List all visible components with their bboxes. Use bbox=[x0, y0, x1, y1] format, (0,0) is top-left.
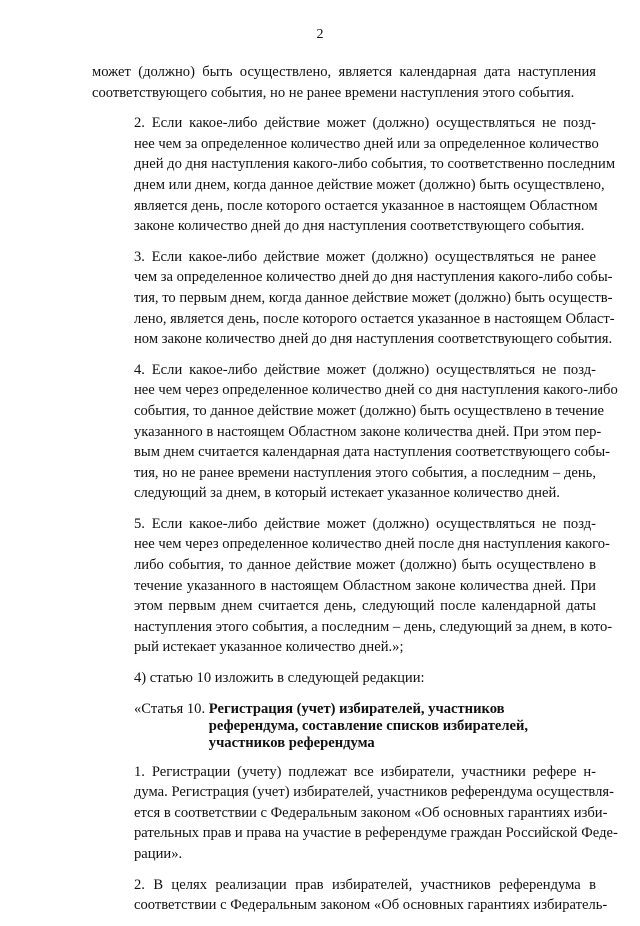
text-line: законе количество дней до дня наступления соответствующего события. bbox=[134, 218, 585, 235]
text-line: наступления этого события, а последним – день, следующий за днем, в кото- bbox=[134, 618, 613, 635]
paragraph bbox=[92, 762, 618, 865]
text-line: этом первым днем считается день, следующий после календарной даты bbox=[134, 598, 596, 615]
text-line: рации». bbox=[134, 846, 183, 862]
text-line: нее чем через определенное количество дней со дня наступления какого-либо bbox=[134, 382, 618, 399]
article-title-line: участников референдума bbox=[208, 734, 375, 751]
text-line: ется в соответствии с Федеральным законом «Об основных гарантиях изби- bbox=[134, 804, 608, 821]
text-line: 4) статью 10 изложить в следующей редакции: bbox=[134, 670, 425, 687]
text-line: рый истекает указанное количество дней.»; bbox=[134, 639, 404, 656]
text-line: течение указанного в настоящем Областном законе количества дней. При bbox=[134, 577, 596, 594]
text-line: указанного в настоящем Областном законе количества дней. При этом пер- bbox=[134, 423, 602, 440]
text-line: нее чем через определенное количество дней после дня наступления какого- bbox=[134, 536, 610, 553]
paragraphs-before bbox=[92, 62, 618, 689]
article-heading bbox=[92, 699, 596, 752]
text-line: события, то данное действие может (должно) быть осуществлено в течение bbox=[134, 402, 605, 419]
paragraph bbox=[92, 875, 608, 916]
article-title bbox=[209, 699, 528, 752]
paragraph bbox=[92, 62, 596, 103]
article-title-line: Регистрация (учет) избирателей, участников bbox=[208, 700, 505, 717]
text-line: тия, но не ранее времени наступления этого события, а последним – день, bbox=[134, 464, 596, 481]
paragraph bbox=[92, 360, 618, 504]
text-line: соответствующего события, но не ранее времени наступления этого события. bbox=[92, 84, 575, 101]
text-line: 4. Если какое-либо действие может (должно) осуществляться не позд- bbox=[134, 361, 596, 378]
article-title-line: референдума, составление списков избирателей, bbox=[208, 717, 529, 734]
text-line: дума. Регистрация (учет) избирателей, участников референдума осуществля- bbox=[134, 784, 614, 801]
paragraph bbox=[92, 514, 613, 658]
text-line: 1. Регистрации (учету) подлежат все избиратели, участники рефере н- bbox=[134, 763, 596, 780]
text-line: 2. В целях реализации прав избирателей, участников референдума в bbox=[134, 876, 596, 893]
text-line: днем или днем, когда данное действие может (должно) быть осуществлено, bbox=[134, 176, 605, 193]
text-line: тия, то первым днем, когда данное действие может (должно) быть осуществ- bbox=[134, 289, 613, 306]
text-line: вым днем считается календарная дата наступления соответствующего собы- bbox=[134, 444, 610, 461]
text-line: является день, после которого остается указанное в настоящем Областном bbox=[134, 197, 598, 214]
page-number: 2 bbox=[316, 27, 324, 42]
text-line: соответствии с Федеральным законом «Об основных гарантиях избиратель- bbox=[134, 897, 608, 914]
text-line: следующий за днем, в который истекает указанное количество дней. bbox=[134, 485, 560, 502]
text-line: нее чем за определенное количество дней или за определенное количество bbox=[134, 135, 599, 152]
text-line: рательных прав и права на участие в референдуме граждан Российской Феде- bbox=[134, 825, 618, 842]
text-line: 5. Если какое-либо действие может (должно) осуществляться не позд- bbox=[134, 515, 596, 532]
article-number: «Статья 10. bbox=[134, 700, 209, 717]
text-line: лено, является день, после которого остается указанное в настоящем Област- bbox=[134, 310, 615, 327]
text-line: может (должно) быть осуществлено, является календарная дата наступления bbox=[92, 64, 596, 80]
paragraph bbox=[92, 247, 615, 350]
paragraph bbox=[92, 113, 616, 237]
text-line: ном законе количество дней до дня наступления соответствующего события. bbox=[134, 331, 613, 348]
paragraph bbox=[92, 668, 596, 689]
text-line: чем за определенное количество дней до дня наступления какого-либо собы- bbox=[134, 269, 613, 286]
document-body bbox=[92, 62, 618, 926]
paragraphs-after bbox=[92, 762, 618, 916]
text-line: либо события, то данное действие может (должно) быть осуществлено в bbox=[134, 557, 596, 574]
text-line: 3. Если какое-либо действие может (должно) осуществляться не ранее bbox=[134, 248, 596, 265]
text-line: 2. Если какое-либо действие может (должно) осуществляться не позд- bbox=[134, 115, 596, 132]
text-line: дней до дня наступления какого-либо события, то соответственно последним bbox=[134, 156, 616, 173]
